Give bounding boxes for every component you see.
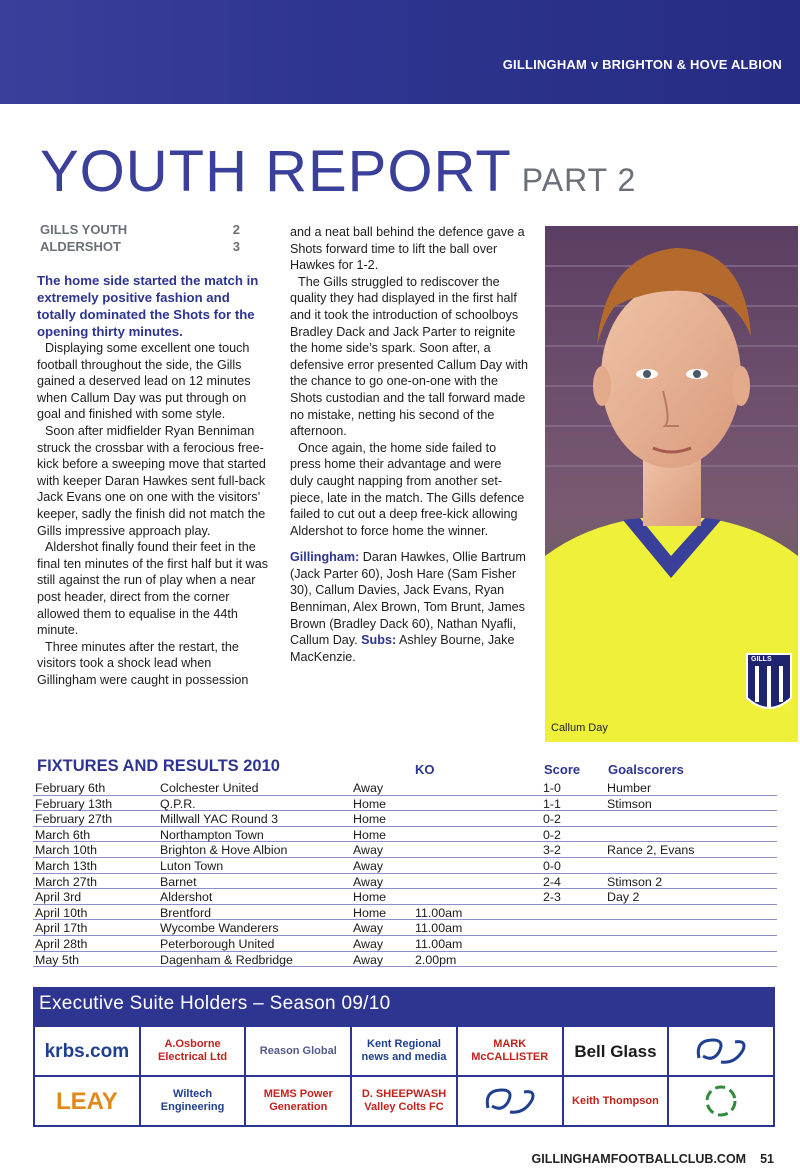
fixture-score: 0-0	[543, 858, 561, 873]
fixture-ko: 11.00am	[415, 921, 463, 936]
fixture-opponent: Brentford	[160, 905, 211, 920]
fixture-goalscorers: Stimson 2	[607, 874, 663, 889]
table-row	[33, 811, 777, 827]
table-row	[33, 889, 777, 905]
report-paragraph: Soon after midfielder Ryan Benniman struck the crossbar with a ferocious free-kick before a sweeping move that started with keeper Daran Hawkes sent full-back Jack Evans one on one with the visitors’ keeper, sadly the finish did not match the Gills impressive approach play.	[37, 423, 266, 538]
fixture-goalscorers: Stimson	[607, 796, 652, 811]
result-box	[40, 222, 240, 256]
fixture-opponent: Dagenham & Redbridge	[160, 952, 293, 967]
subs-label: Subs:	[361, 633, 397, 648]
goalscorers-header: Goalscorers	[608, 762, 684, 777]
fixture-opponent: Barnet	[160, 874, 197, 889]
report-column-2	[290, 224, 528, 665]
page-number: 51	[760, 1152, 774, 1166]
title-main: YOUTH REPORT	[40, 139, 512, 204]
fixture-date: February 13th	[35, 796, 113, 811]
fixture-goalscorers: Day 2	[607, 890, 640, 905]
fixture-date: February 6th	[35, 781, 106, 795]
lineup	[290, 549, 528, 665]
fixture-venue: Home	[353, 796, 387, 811]
fixture-date: February 27th	[35, 812, 113, 827]
report-paragraph: Displaying some excellent one touch football throughout the side, the Gills gained a deserved lead on 12 minutes when Callum Day was put through on goal and finished with some style.	[37, 341, 251, 422]
result-row	[40, 222, 240, 239]
footer	[532, 1152, 774, 1166]
match-title: GILLINGHAM v BRIGHTON & HOVE ALBION	[502, 57, 782, 72]
fixture-score: 1-1	[543, 796, 561, 811]
report-column-1	[37, 272, 269, 688]
fixture-score: 3-2	[543, 843, 561, 858]
result-team: ALDERSHOT	[40, 239, 121, 254]
player-photo	[545, 226, 798, 742]
result-team: GILLS YOUTH	[40, 222, 128, 237]
fixture-venue: Away	[353, 952, 384, 967]
fixture-date: May 5th	[35, 952, 80, 967]
sponsor-logo: krbs.com	[35, 1027, 139, 1075]
fixture-venue: Away	[353, 874, 384, 889]
fixture-venue: Home	[353, 812, 387, 827]
score-header: Score	[544, 762, 581, 777]
gc-logo-icon	[669, 1027, 773, 1075]
sponsor-logo: A.Osborne Electrical Ltd	[141, 1027, 245, 1075]
sponsor-grid	[35, 1027, 773, 1125]
report-lead: The home side started the match in extremely positive fashion and totally dominated the Shots for the opening thirty minutes.	[37, 273, 259, 339]
sponsor-logo: LEAY	[35, 1077, 139, 1125]
sponsor-logo: MEMS Power Generation	[246, 1077, 350, 1125]
table-row	[33, 780, 777, 796]
fixtures-title: FIXTURES AND RESULTS 2010	[37, 757, 280, 775]
sponsor-logo: Bell Glass	[564, 1027, 668, 1075]
fixture-venue: Home	[353, 827, 387, 842]
fixture-score: 2-3	[543, 890, 561, 905]
report-paragraph: Aldershot finally found their feet in the final ten minutes of the first half but it was still against the run of play when a near post header, direct from the corner allowed them to equalise in the 44th minute.	[37, 540, 268, 638]
fixture-score: 1-0	[543, 781, 561, 795]
fixture-opponent: Millwall YAC Round 3	[160, 812, 278, 827]
table-row	[33, 827, 777, 843]
fixture-goalscorers: Humber	[607, 781, 652, 795]
report-paragraph: The Gills struggled to rediscover the quality they had displayed in the first half and it took the introduction of schoolboys Bradley Dack and Jack Parter to reignite the home side’s spark. Soon after, a defensive error presented Callum Day with the chance to go one-on-one with the Shots custodian and the tall forward made no mistake, netting his second of the afternoon.	[290, 274, 528, 439]
table-row	[33, 920, 777, 936]
table-row	[33, 858, 777, 874]
ko-header: KO	[415, 762, 435, 777]
fixture-score: 0-2	[543, 812, 561, 827]
report-paragraph: and a neat ball behind the defence gave a Shots forward time to lift the ball over Hawkes for 1-2.	[290, 225, 525, 273]
gc-logo-icon	[458, 1077, 562, 1125]
footer-site: GILLINGHAMFOOTBALLCLUB.COM	[531, 1152, 747, 1166]
result-score: 3	[232, 239, 240, 254]
report-paragraph: Once again, the home side failed to press home their advantage and were duly caught napping from another set-piece, late in the match. The Gills defence failed to cut out a deep free-kick allowing Aldershot to force home the winner.	[290, 440, 525, 538]
fixture-opponent: Northampton Town	[160, 827, 264, 842]
sponsor-logo: D. SHEEPWASH Valley Colts FC	[352, 1077, 456, 1125]
fixture-venue: Away	[353, 921, 384, 936]
fixture-date: April 10th	[35, 905, 88, 920]
result-score: 2	[232, 222, 240, 237]
fixture-venue: Away	[353, 781, 384, 795]
fixture-opponent: Wycombe Wanderers	[160, 921, 279, 936]
table-row	[33, 874, 777, 890]
fixture-venue: Home	[353, 890, 387, 905]
executive-suite-panel	[33, 987, 775, 1127]
sponsor-logo: Reason Global	[246, 1027, 350, 1075]
subs-players: Ashley Bourne, Jake MacKenzie.	[290, 633, 515, 664]
sponsor-logo: Kent Regional news and media	[352, 1027, 456, 1075]
fixture-venue: Away	[353, 843, 384, 858]
fixture-opponent: Colchester United	[160, 781, 259, 795]
fixture-venue: Home	[353, 905, 387, 920]
fixture-opponent: Peterborough United	[160, 936, 275, 951]
player-portrait-illustration	[545, 226, 798, 742]
badge-text: GILLS	[751, 656, 772, 663]
result-row	[40, 239, 240, 256]
sponsor-logo: MARK McCALLISTER	[458, 1027, 562, 1075]
report-paragraph: Three minutes after the restart, the visitors took a shock lead when Gillingham were caught in possession	[37, 639, 249, 687]
photo-caption: Callum Day	[551, 722, 608, 734]
fixture-ko: 2.00pm	[415, 952, 457, 967]
fixture-score: 0-2	[543, 827, 561, 842]
fixture-opponent: Luton Town	[160, 858, 224, 873]
page-title	[40, 138, 636, 205]
table-row	[33, 936, 777, 952]
fixture-date: March 13th	[35, 858, 97, 873]
table-row	[33, 952, 777, 968]
fixture-venue: Away	[353, 858, 384, 873]
table-row	[33, 842, 777, 858]
fixture-score: 2-4	[543, 874, 561, 889]
fixture-date: March 27th	[35, 874, 97, 889]
sponsor-logo: Wiltech Engineering	[141, 1077, 245, 1125]
lineup-players: Daran Hawkes, Ollie Bartrum (Jack Parter 60), Josh Hare (Sam Fisher 30), Callum Davies, Jack Evans, Ryan Benniman, Alex Brown, Tom Brunt, James Brown (Bradley Dack 60), Nathan Nyafli, Callum Day.	[290, 550, 526, 648]
fixture-opponent: Aldershot	[160, 890, 213, 905]
table-row	[33, 796, 777, 812]
executive-title: Executive Suite Holders – Season 09/10	[39, 993, 391, 1014]
recycle-logo-icon	[669, 1077, 773, 1125]
fixture-venue: Away	[353, 936, 384, 951]
title-part: PART 2	[521, 162, 637, 198]
fixture-date: April 17th	[35, 921, 88, 936]
header-bar	[0, 0, 800, 104]
lineup-label: Gillingham:	[290, 550, 360, 565]
fixture-opponent: Q.P.R.	[160, 796, 196, 811]
table-row	[33, 905, 777, 921]
fixture-date: March 6th	[35, 827, 91, 842]
fixture-date: April 3rd	[35, 890, 82, 905]
fixture-ko: 11.00am	[415, 905, 463, 920]
fixture-date: April 28th	[35, 936, 88, 951]
fixtures-table	[33, 780, 777, 967]
fixture-date: March 10th	[35, 843, 97, 858]
sponsor-logo: Keith Thompson	[564, 1077, 668, 1125]
fixture-ko: 11.00am	[415, 936, 463, 951]
fixture-goalscorers: Rance 2, Evans	[607, 843, 695, 858]
fixture-opponent: Brighton & Hove Albion	[160, 843, 288, 858]
